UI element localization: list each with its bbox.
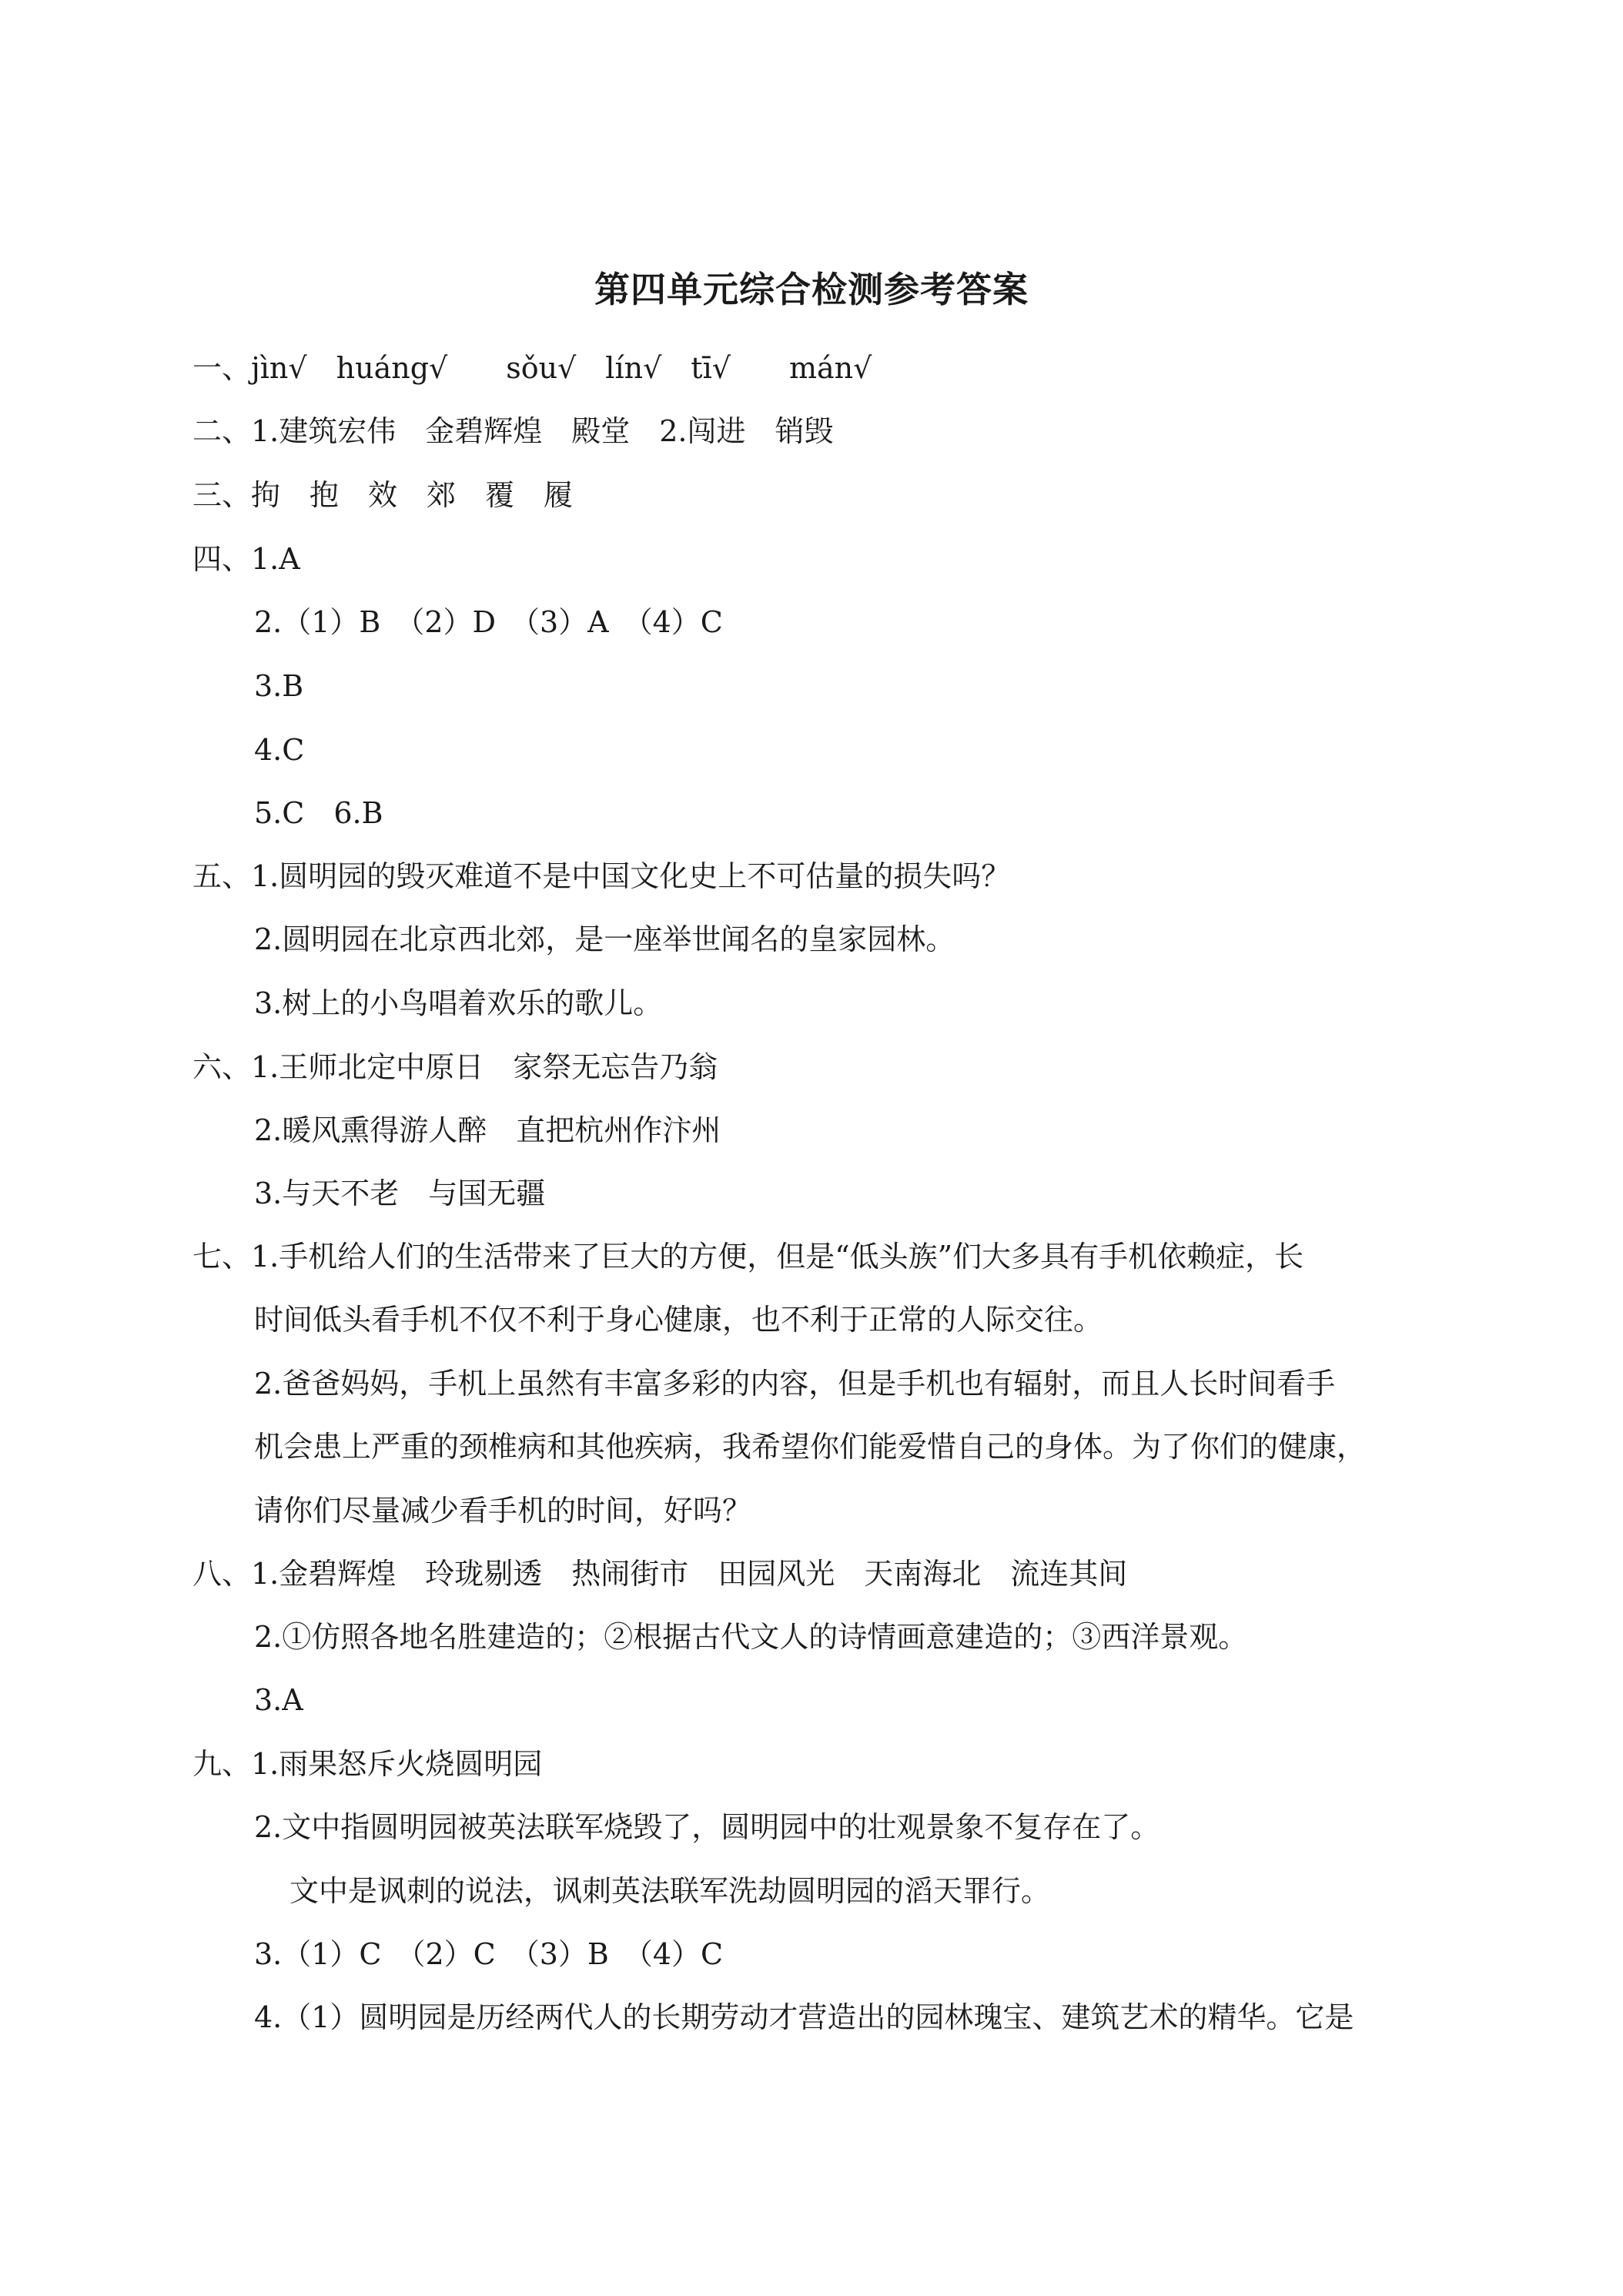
answer-line-8: 5.C 6.B <box>254 796 383 830</box>
answer-line-23: 九、1.雨果怒斥火烧圆明园 <box>192 1747 543 1781</box>
answer-line-27: 4.（1）圆明园是历经两代人的长期劳动才营造出的园林瑰宝、建筑艺术的精华。它是 <box>254 2000 1354 2034</box>
answer-line-5: 2.（1）B （2）D （3）A （4）C <box>254 605 723 639</box>
answer-line-24: 2.文中指圆明园被英法联军烧毁了，圆明园中的壮观景象不复存在了。 <box>254 1810 1160 1844</box>
answer-line-7: 4.C <box>254 733 305 767</box>
answer-line-21: 2.①仿照各地名胜建造的；②根据古代文人的诗情画意建造的；③西洋景观。 <box>254 1620 1248 1654</box>
answer-line-4: 四、1.A <box>192 542 300 576</box>
answer-line-6: 3.B <box>254 669 304 703</box>
answer-line-10: 2.圆明园在北京西北郊，是一座举世闻名的皇家园林。 <box>254 922 955 956</box>
page-title: 第四单元综合检测参考答案 <box>594 269 1029 310</box>
answer-line-15: 七、1.手机给人们的生活带来了巨大的方便，但是“低头族”们大多具有手机依赖症，长 <box>192 1240 1304 1274</box>
answer-line-11: 3.树上的小鸟唱着欢乐的歌儿。 <box>254 986 663 1020</box>
answer-line-3: 三、拘 抱 效 郊 覆 履 <box>192 478 574 512</box>
answer-line-16: 时间低头看手机不仅不利于身心健康，也不利于正常的人际交往。 <box>254 1303 1103 1337</box>
answer-line-1: 一、jìn√ huáng√ sǒu√ lín√ tī√ mán√ <box>192 351 872 385</box>
answer-line-26: 3.（1）C （2）C （3）B （4）C <box>254 1937 724 1971</box>
answer-line-2: 二、1.建筑宏伟 金碧辉煌 殿堂 2.闯进 销毁 <box>192 414 834 448</box>
answer-line-18: 机会患上严重的颈椎病和其他疾病，我希望你们能爱惜自己的身体。为了你们的健康， <box>254 1430 1367 1464</box>
answer-line-20: 八、1.金碧辉煌 玲珑剔透 热闹街市 田园风光 天南海北 流连其间 <box>192 1557 1128 1591</box>
answer-line-12: 六、1.王师北定中原日 家祭无忘告乃翁 <box>192 1050 718 1084</box>
answer-line-25: 文中是讽刺的说法，讽刺英法联军洗劫圆明园的滔天罪行。 <box>289 1874 1051 1908</box>
answer-line-22: 3.A <box>254 1683 303 1717</box>
answer-line-9: 五、1.圆明园的毁灭难道不是中国文化史上不可估量的损失吗？ <box>192 859 1011 893</box>
answer-line-19: 请你们尽量减少看手机的时间，好吗？ <box>254 1494 752 1528</box>
answer-line-14: 3.与天不老 与国无疆 <box>254 1176 546 1210</box>
answer-line-17: 2.爸爸妈妈，手机上虽然有丰富多彩的内容，但是手机也有辐射，而且人长时间看手 <box>254 1367 1336 1401</box>
answer-line-13: 2.暖风熏得游人醉 直把杭州作汴州 <box>254 1113 721 1147</box>
